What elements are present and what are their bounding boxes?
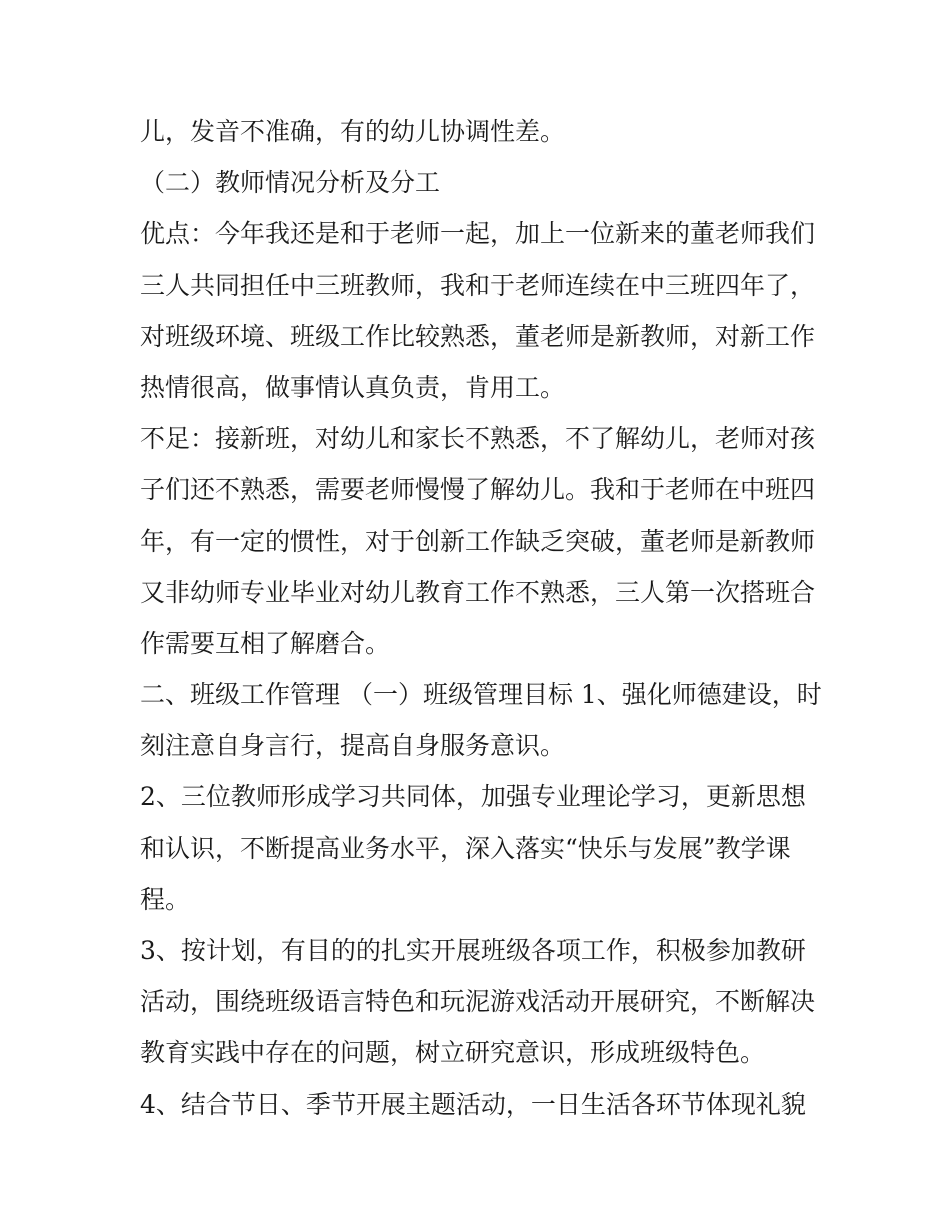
section-heading: 二、班级工作管理 （一）班级管理目标 1、强化师德建设，时 <box>140 680 822 710</box>
text-line: 活动，围绕班级语言特色和玩泥游戏活动开展研究，不断解决 <box>140 987 816 1017</box>
text-line: 又非幼师专业毕业对幼儿教育工作不熟悉，三人第一次搭班合 <box>140 577 816 607</box>
text-line: 热情很高，做事情认真负责，肯用工。 <box>140 372 566 402</box>
text-line: 子们还不熟悉，需要老师慢慢了解幼儿。我和于老师在中班四 <box>140 475 816 505</box>
text-line: 三人共同担任中三班教师，我和于老师连续在中三班四年了， <box>140 270 816 300</box>
text-line: 刻注意自身言行，提高自身服务意识。 <box>140 731 566 761</box>
text-line: 优点：今年我还是和于老师一起，加上一位新来的董老师我们 <box>140 219 816 249</box>
text-line: 4、结合节日、季节开展主题活动，一日生活各环节体现礼貌 <box>140 1089 806 1119</box>
text-line: 教育实践中存在的问题，树立研究意识，形成班级特色。 <box>140 1038 766 1068</box>
text-line: 作需要互相了解磨合。 <box>140 628 391 658</box>
text-line: 不足：接新班，对幼儿和家长不熟悉，不了解幼儿，老师对孩 <box>140 424 816 454</box>
text-line: 程。 <box>140 884 191 914</box>
text-line: 对班级环境、班级工作比较熟悉，董老师是新教师，对新工作 <box>140 321 816 351</box>
document-body <box>140 106 820 1130</box>
text-line: 和认识，不断提高业务水平，深入落实“快乐与发展”教学课 <box>140 833 791 863</box>
text-line: 儿，发音不准确，有的幼儿协调性差。 <box>140 117 566 146</box>
section-heading: （二）教师情况分析及分工 <box>140 168 441 198</box>
text-line: 3、按计划，有目的的扎实开展班级各项工作，积极参加教研 <box>140 936 806 965</box>
text-line: 2、三位教师形成学习共同体，加强专业理论学习，更新思想 <box>140 782 806 812</box>
text-line: 年，有一定的惯性，对于创新工作缺乏突破，董老师是新教师 <box>140 526 816 556</box>
